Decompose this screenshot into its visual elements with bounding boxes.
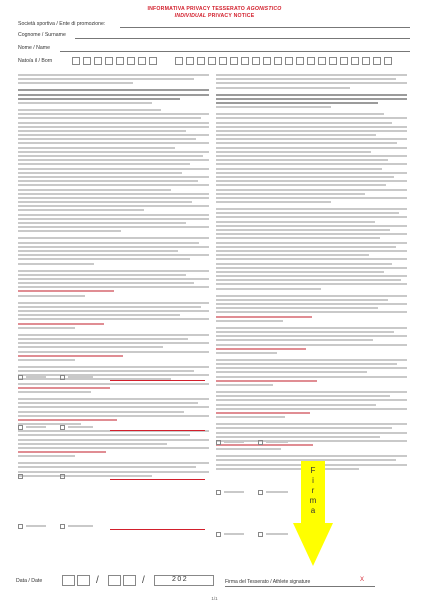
place-box[interactable]	[340, 57, 348, 65]
date-month-box-2[interactable]	[123, 575, 136, 586]
banner-letter: a	[310, 506, 316, 515]
name-label: Nome / Name	[18, 45, 50, 51]
consent-label	[224, 441, 244, 443]
consent-checkbox[interactable]	[258, 532, 263, 537]
place-box[interactable]	[274, 57, 282, 65]
document-title	[0, 6, 429, 12]
date-box[interactable]	[94, 57, 102, 65]
title-english-prefix: INDIVIDUAL	[174, 13, 207, 19]
consent-signature-line[interactable]	[110, 479, 205, 480]
signature-marker: X	[360, 577, 365, 583]
surname-field[interactable]	[75, 38, 410, 39]
notice-body-right	[216, 74, 407, 472]
sport-club-label: Società sportiva / Ente di promozione:	[18, 21, 106, 27]
consent-checkbox[interactable]	[18, 524, 23, 529]
consent-checkbox[interactable]	[18, 474, 23, 479]
consent-label	[224, 533, 244, 535]
document-subtitle	[0, 13, 429, 19]
signature-label: Firma del Tesserato / Athlete signature	[225, 579, 311, 585]
consent-label	[68, 426, 93, 428]
date-box[interactable]	[83, 57, 91, 65]
notice-body-left	[18, 74, 209, 479]
birth-label: Nato/a il / Born	[18, 58, 53, 64]
place-box[interactable]	[186, 57, 194, 65]
title-italian-suffix: AGONISTICO	[246, 6, 282, 12]
page-number: 1/1	[211, 596, 218, 601]
date-box[interactable]	[116, 57, 124, 65]
place-box[interactable]	[285, 57, 293, 65]
consent-label	[68, 525, 93, 527]
place-box[interactable]	[230, 57, 238, 65]
date-month-box-1[interactable]	[108, 575, 121, 586]
date-box[interactable]	[72, 57, 80, 65]
place-box[interactable]	[175, 57, 183, 65]
consent-label	[266, 441, 288, 443]
date-box[interactable]	[127, 57, 135, 65]
banner-letter: i	[312, 476, 314, 485]
consent-checkbox[interactable]	[18, 425, 23, 430]
consent-label	[26, 475, 46, 477]
birth-place-boxes[interactable]	[175, 57, 392, 65]
consent-checkbox[interactable]	[216, 532, 221, 537]
place-box[interactable]	[208, 57, 216, 65]
signature-field[interactable]	[225, 586, 375, 587]
place-box[interactable]	[362, 57, 370, 65]
consent-label	[26, 376, 46, 378]
banner-letter: m	[309, 496, 317, 505]
date-separator: /	[142, 575, 145, 586]
place-box[interactable]	[384, 57, 392, 65]
consent-checkbox[interactable]	[60, 425, 65, 430]
consent-label	[68, 376, 93, 378]
place-box[interactable]	[318, 57, 326, 65]
place-box[interactable]	[373, 57, 381, 65]
date-box[interactable]	[149, 57, 157, 65]
place-box[interactable]	[296, 57, 304, 65]
consent-checkbox[interactable]	[258, 490, 263, 495]
place-box[interactable]	[351, 57, 359, 65]
place-box[interactable]	[219, 57, 227, 65]
banner-letter: F	[310, 466, 316, 475]
consent-label	[224, 491, 244, 493]
title-italian: INFORMATIVA PRIVACY TESSERATO	[147, 6, 246, 12]
name-field[interactable]	[60, 51, 410, 52]
title-english: PRIVACY NOTICE	[207, 13, 255, 19]
consent-checkbox[interactable]	[216, 490, 221, 495]
consent-signature-line[interactable]	[110, 529, 205, 530]
date-day-box-1[interactable]	[62, 575, 75, 586]
consent-checkbox[interactable]	[216, 440, 221, 445]
consent-signature-line[interactable]	[110, 430, 205, 431]
surname-label: Cognome / Surname	[18, 32, 66, 38]
consent-label	[68, 475, 93, 477]
birth-date-boxes[interactable]	[72, 57, 157, 65]
consent-label	[26, 426, 46, 428]
consent-checkbox[interactable]	[18, 375, 23, 380]
place-box[interactable]	[307, 57, 315, 65]
consent-label	[26, 525, 46, 527]
place-box[interactable]	[329, 57, 337, 65]
place-box[interactable]	[241, 57, 249, 65]
consent-label	[266, 491, 288, 493]
banner-letter: r	[311, 486, 315, 495]
consent-label	[266, 533, 288, 535]
consent-checkbox[interactable]	[60, 375, 65, 380]
place-box[interactable]	[197, 57, 205, 65]
date-box[interactable]	[105, 57, 113, 65]
consent-checkbox[interactable]	[60, 474, 65, 479]
year-prefix: 202	[172, 576, 189, 583]
date-separator: /	[96, 575, 99, 586]
date-label: Data / Date	[16, 578, 43, 584]
place-box[interactable]	[252, 57, 260, 65]
date-day-box-2[interactable]	[77, 575, 90, 586]
date-box[interactable]	[138, 57, 146, 65]
consent-checkbox[interactable]	[60, 524, 65, 529]
place-box[interactable]	[263, 57, 271, 65]
sport-club-field[interactable]	[120, 27, 410, 28]
consent-checkbox[interactable]	[258, 440, 263, 445]
consent-signature-line[interactable]	[110, 380, 205, 381]
